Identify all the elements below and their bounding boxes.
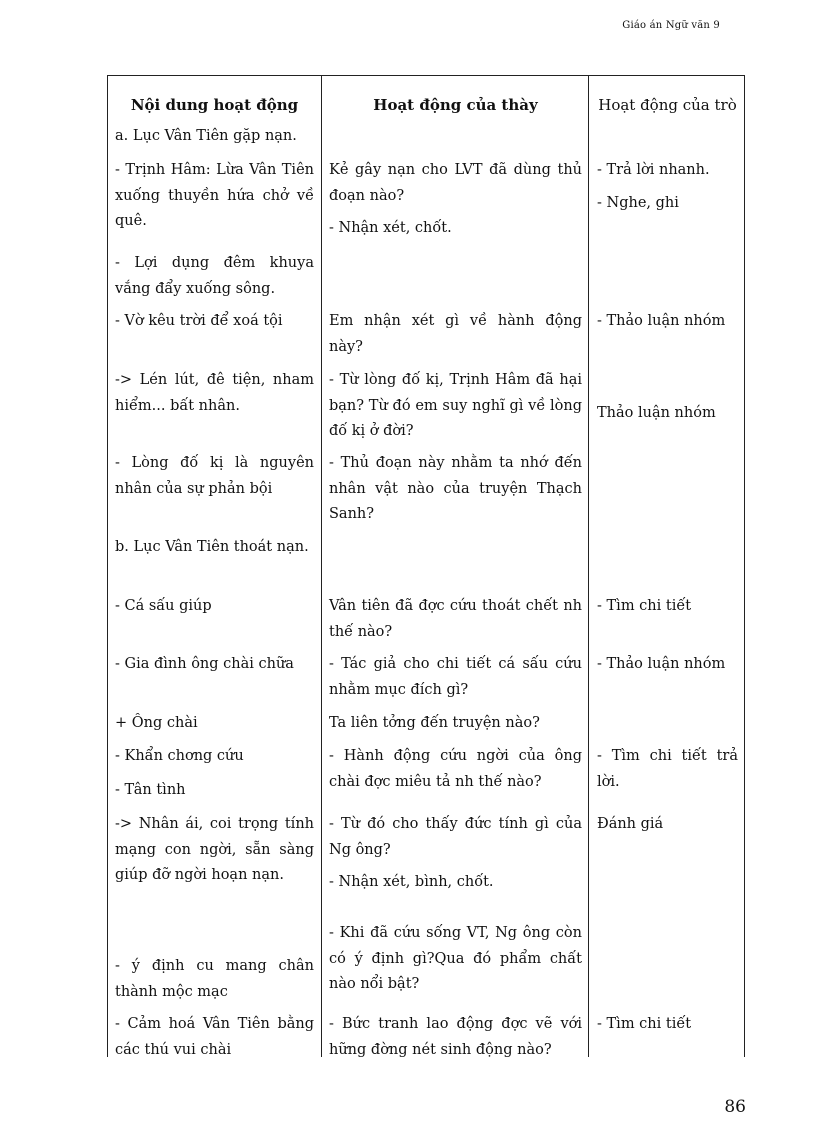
teacher-item: - Từ lòng đố kị, Trịnh Hâm đã hại bạn? Từ đó em suy nghĩ gì về lòng đố kị ở đời? bbox=[329, 372, 582, 439]
column-divider bbox=[588, 76, 589, 1057]
teacher-item: Em nhận xét gì về hành động này? bbox=[329, 313, 582, 355]
teacher-item: Vân tiên đã đợc cứu thoát chết nh thế nào? bbox=[329, 598, 582, 640]
teacher-item: - Hành động cứu ngời của ông chài đợc miêu tả nh thế nào? bbox=[329, 748, 582, 790]
content-item: - Trịnh Hâm: Lừa Vân Tiên xuống thuyền hứa chở về quê. bbox=[115, 162, 314, 229]
student-item: - Thảo luận nhóm bbox=[597, 313, 726, 329]
content-item: - ý định cu mang chân thành mộc mạc bbox=[115, 958, 314, 1000]
content-item: -> Nhân ái, coi trọng tính mạng con ngời, sẵn sàng giúp đỡ ngời hoạn nạn. bbox=[115, 816, 314, 883]
student-column-header: Hoạt động của trò bbox=[598, 96, 737, 114]
content-item: - Khẩn chơng cứu bbox=[115, 748, 244, 764]
column-divider bbox=[321, 76, 322, 1057]
content-item: + Ông chài bbox=[115, 715, 198, 731]
content-item: - Lòng đố kị là nguyên nhân của sự phản bội bbox=[115, 455, 314, 497]
content-item: b. Lục Vân Tiên thoát nạn. bbox=[115, 539, 309, 555]
running-header: Giáo án Ngữ văn 9 bbox=[622, 20, 720, 31]
student-item: - Trả lời nhanh. bbox=[597, 162, 710, 178]
content-item: - Tân tình bbox=[115, 782, 186, 798]
teacher-item: - Bức tranh lao động đợc vẽ với hững đờng nét sinh động nào? bbox=[329, 1016, 582, 1058]
student-item: - Tìm chi tiết trả lời. bbox=[597, 748, 738, 790]
teacher-item: - Từ đó cho thấy đức tính gì của Ng ông? bbox=[329, 816, 582, 858]
teacher-item: Ta liên tởng đến truyện nào? bbox=[329, 715, 540, 731]
student-item: - Nghe, ghi bbox=[597, 195, 679, 211]
teacher-item: - Nhận xét, chốt. bbox=[329, 220, 452, 236]
content-item: -> Lén lút, đê tiện, nham hiểm... bất nhân. bbox=[115, 372, 314, 414]
teacher-item: - Tác giả cho chi tiết cá sấu cứu nhằm mục đích gì? bbox=[329, 656, 582, 698]
student-item: Đánh giá bbox=[597, 816, 664, 832]
teacher-item: Kẻ gây nạn cho LVT đã dùng thủ đoạn nào? bbox=[329, 162, 582, 204]
student-item: - Thảo luận nhóm bbox=[597, 656, 726, 672]
content-column-header: Nội dung hoạt động bbox=[130, 96, 299, 114]
page-number: 86 bbox=[724, 1097, 746, 1117]
content-item: - Cảm hoá Vân Tiên bằng các thú vui chài bbox=[115, 1016, 314, 1058]
content-item: a. Lục Vân Tiên gặp nạn. bbox=[115, 128, 297, 144]
teacher-column-header: Hoạt động của thày bbox=[373, 96, 538, 114]
teacher-item: - Khi đã cứu sống VT, Ng ông còn có ý định gì?Qua đó phẩm chất nào nổi bật? bbox=[329, 925, 582, 992]
student-item: - Tìm chi tiết bbox=[597, 598, 692, 614]
content-item: - Lợi dụng đêm khuya vắng đẩy xuống sông. bbox=[115, 255, 314, 297]
student-item: - Tìm chi tiết bbox=[597, 1016, 692, 1032]
lesson-plan-table bbox=[107, 75, 745, 1057]
teacher-item: - Thủ đoạn này nhằm ta nhớ đến nhân vật nào của truyện Thạch Sanh? bbox=[329, 455, 582, 522]
content-item: - Vờ kêu trời để xoá tội bbox=[115, 313, 283, 329]
content-item: - Gia đình ông chài chữa bbox=[115, 656, 294, 672]
teacher-item: - Nhận xét, bình, chốt. bbox=[329, 874, 494, 890]
student-item: Thảo luận nhóm bbox=[597, 405, 716, 421]
content-item: - Cá sấu giúp bbox=[115, 598, 212, 614]
